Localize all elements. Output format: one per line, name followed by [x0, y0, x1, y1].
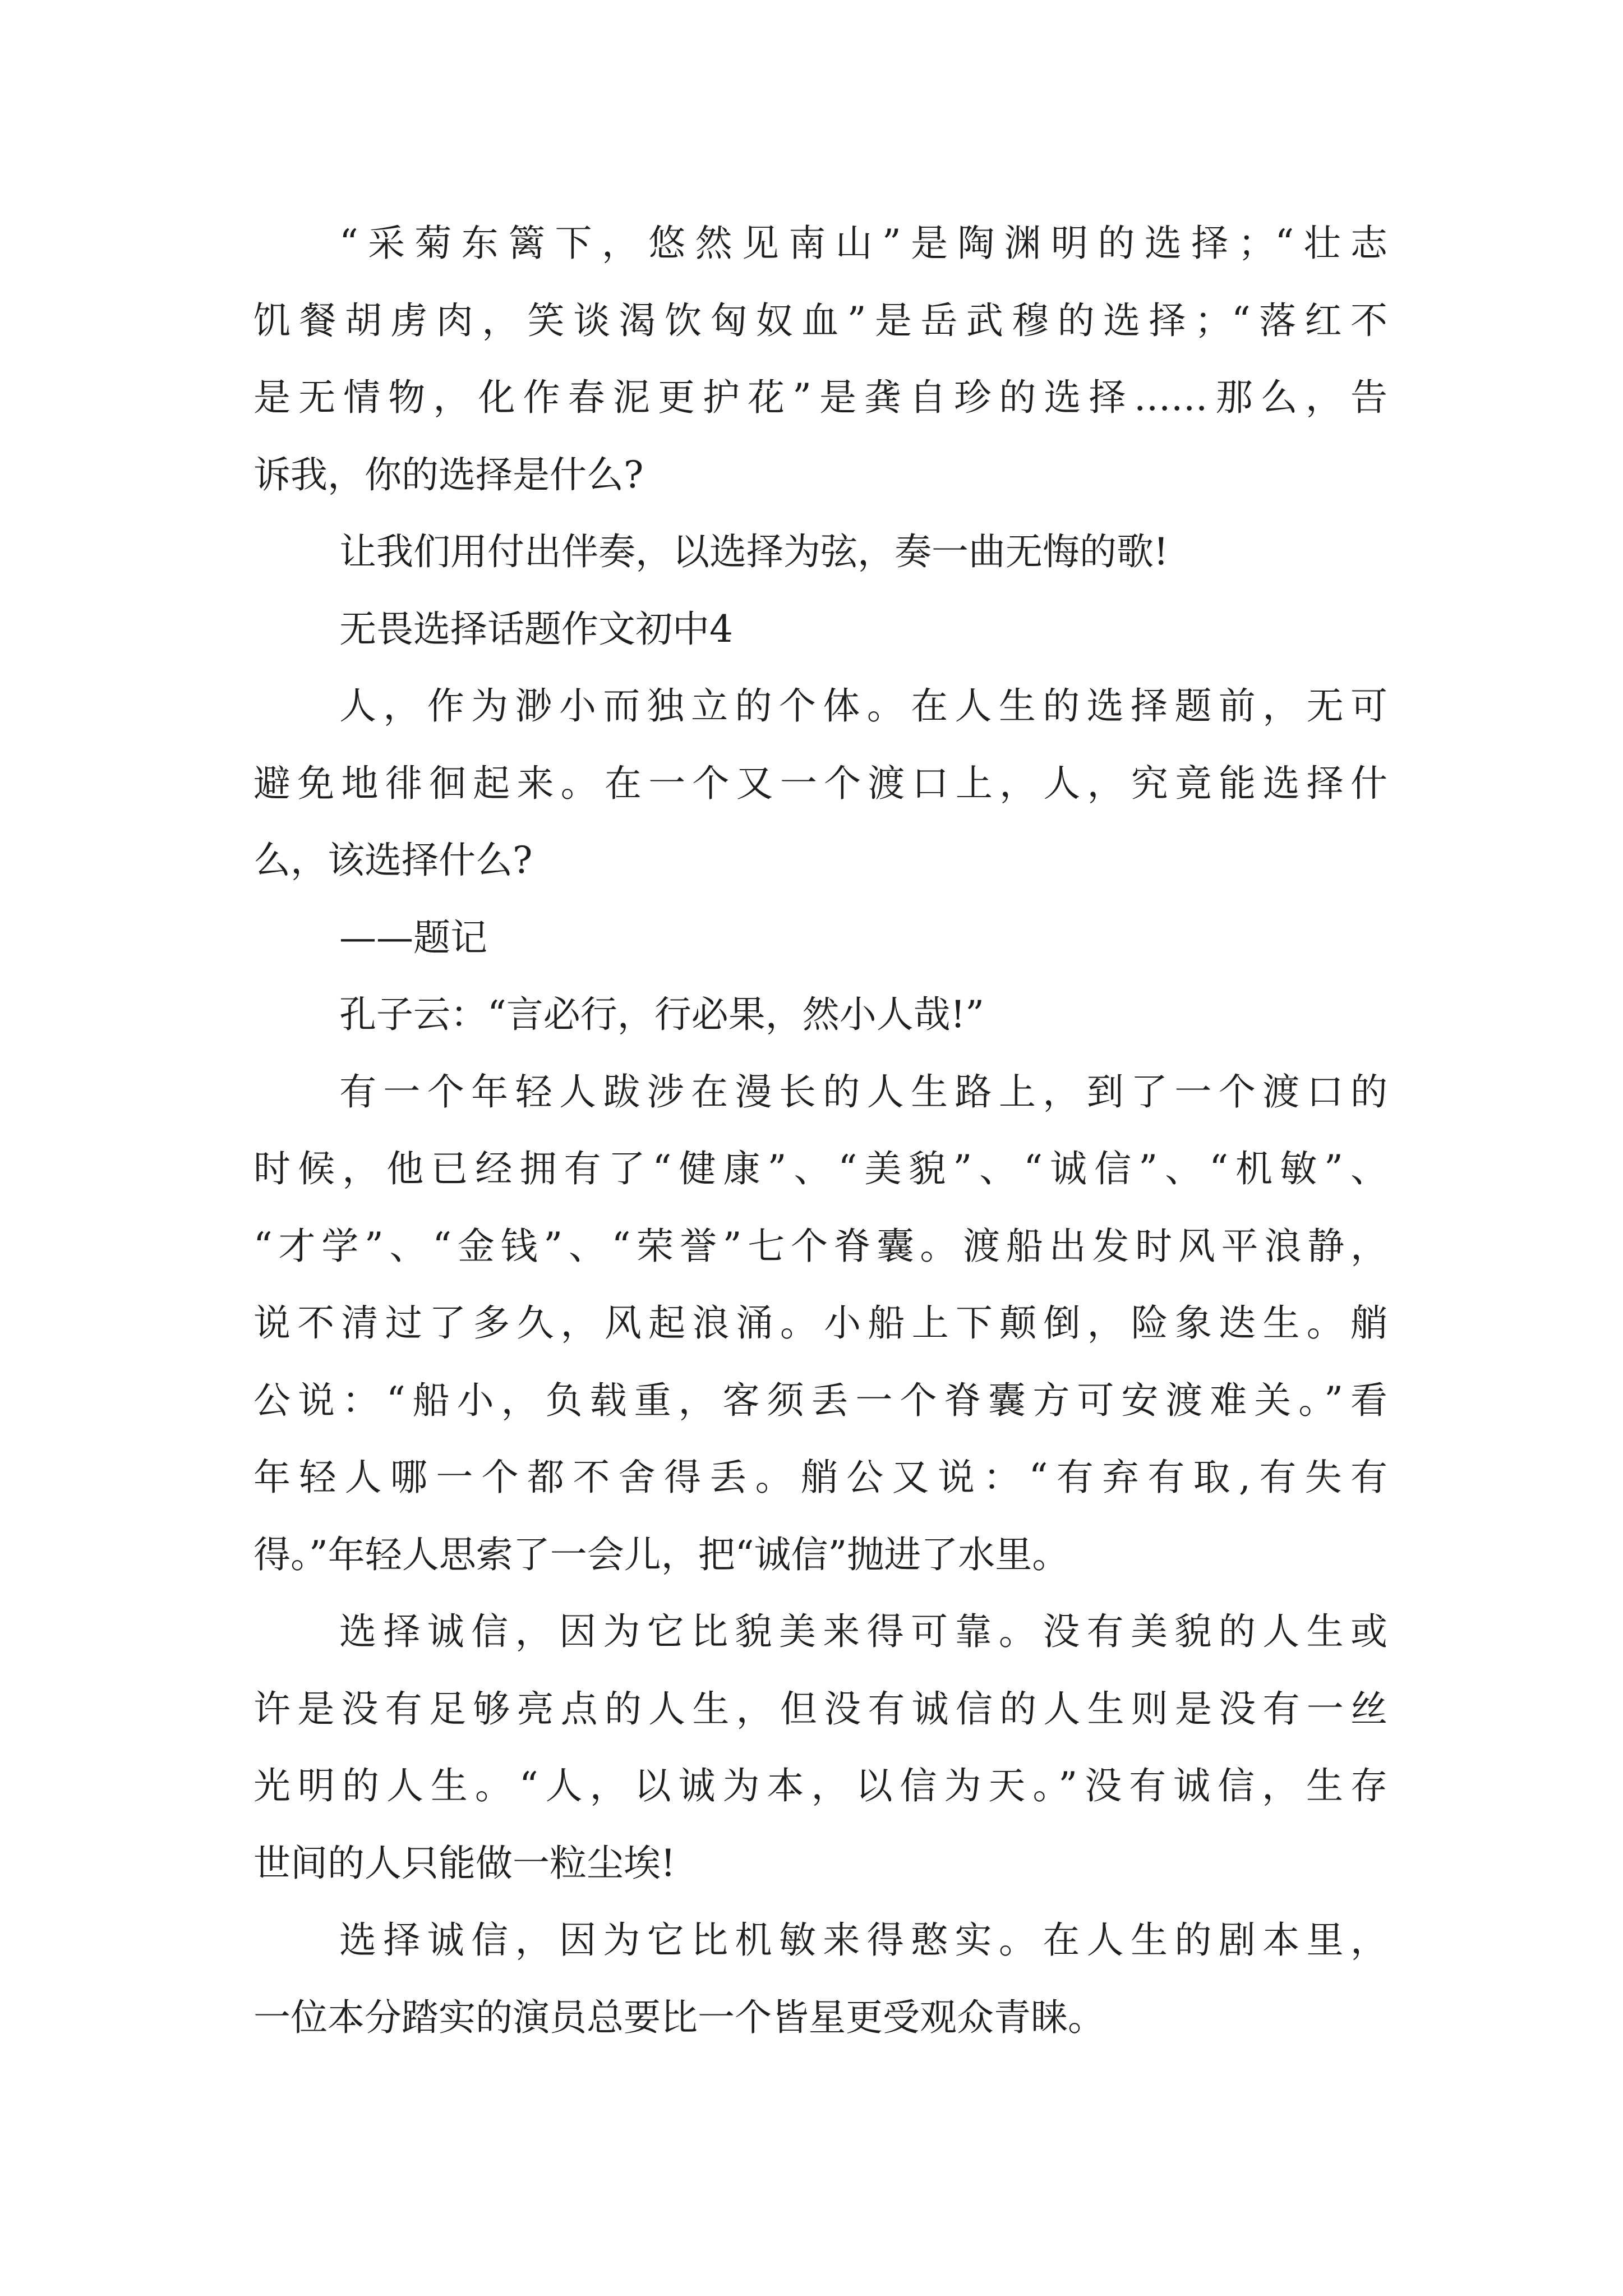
text-line: 说不清过了多久，风起浪涌。小船上下颠倒，险象迭生。艄	[253, 1301, 1387, 1345]
text-line: 得。”年轻人思索了一会儿，把“诚信”抛进了水里。	[253, 1533, 1069, 1576]
text-line: 饥餐胡虏肉，笑谈渴饮匈奴血”是岳武穆的选择；“落红不	[253, 298, 1387, 342]
text-line: “采菊东篱下，悠然见南山”是陶渊明的选择；“壮志	[339, 222, 1387, 265]
text-line: 孔子云：“言必行，行必果，然小人哉!”	[339, 993, 985, 1036]
text-line: 有一个年轻人跋涉在漫长的人生路上，到了一个渡口的	[339, 1070, 1387, 1114]
text-line: 么，该选择什么?	[253, 839, 533, 882]
text-line: 选择诚信，因为它比机敏来得憨实。在人生的剧本里，	[339, 1918, 1387, 1962]
section-heading: 无畏选择话题作文初中4	[339, 607, 733, 651]
text-line: 世间的人只能做一粒尘埃!	[253, 1841, 676, 1885]
text-line: 光明的人生。“人，以诚为本，以信为天。”没有诚信，生存	[253, 1764, 1387, 1807]
text-line: 时候，他已经拥有了“健康”、“美貌”、“诚信”、“机敏”、	[253, 1147, 1387, 1190]
text-line: 年轻人哪一个都不舍得丢。艄公又说：“有弃有取,有失有	[253, 1456, 1387, 1499]
epigraph-attribution: ——题记	[339, 915, 487, 959]
text-line: 许是没有足够亮点的人生，但没有诚信的人生则是没有一丝	[253, 1687, 1387, 1731]
text-line: 人，作为渺小而独立的个体。在人生的选择题前，无可	[339, 684, 1387, 728]
text-line: 选择诚信，因为它比貌美来得可靠。没有美貌的人生或	[339, 1610, 1387, 1653]
text-line: 一位本分踏实的演员总要比一个皆星更受观众青睐。	[253, 1995, 1105, 2039]
text-line: 避免地徘徊起来。在一个又一个渡口上，人，究竟能选择什	[253, 761, 1387, 805]
text-line: 让我们用付出伴奏，以选择为弦，奏一曲无悔的歌!	[339, 530, 1169, 573]
text-line: “才学”、“金钱”、“荣誉”七个脊囊。渡船出发时风平浪静，	[253, 1224, 1387, 1268]
text-line: 诉我，你的选择是什么?	[253, 453, 644, 496]
text-line: 公说：“船小，负载重，客须丢一个脊囊方可安渡难关。”看	[253, 1378, 1387, 1422]
text-line: 是无情物，化作春泥更护花”是龚自珍的选择……那么，告	[253, 376, 1387, 419]
body-text	[253, 205, 1387, 2056]
